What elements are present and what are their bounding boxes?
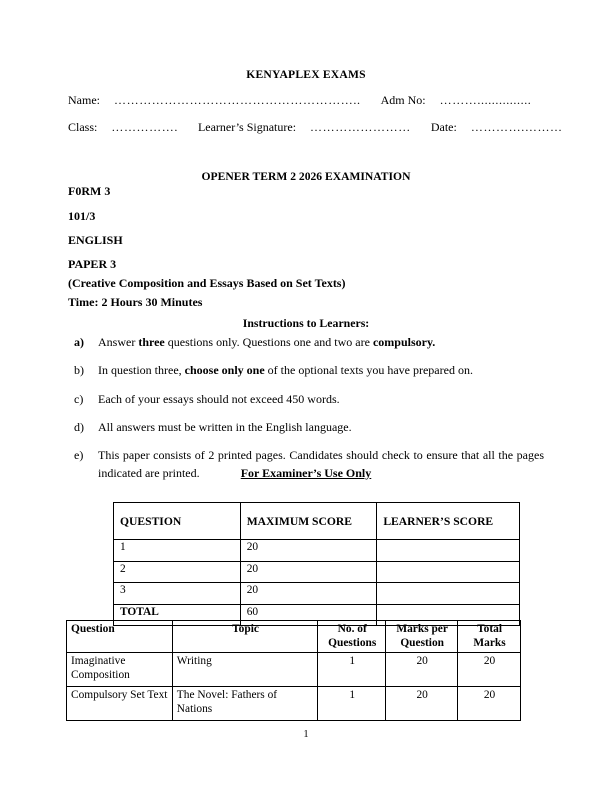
- class-signature-date-line: [68, 120, 563, 135]
- table-row: [67, 687, 521, 721]
- instruction-item: [74, 334, 544, 352]
- admission-dots: ………...............: [439, 93, 532, 107]
- date-dots: ………….………: [470, 120, 563, 134]
- instruction-text: choose only one: [184, 363, 265, 378]
- instruction-marker: d): [74, 419, 84, 434]
- table-row: [114, 583, 520, 605]
- form-label: F0RM 3: [68, 184, 111, 198]
- breakdown-total-marks-2: 20: [458, 687, 521, 721]
- score-header-maximum: MAXIMUM SCORE: [240, 503, 377, 540]
- table-row: [114, 561, 520, 583]
- signature-dots: ……………………: [310, 120, 411, 134]
- score-header-question: QUESTION: [114, 503, 241, 540]
- score-total-label: TOTAL: [114, 604, 241, 626]
- score-learner-3[interactable]: [377, 583, 520, 605]
- breakdown-marks-per-question-1: 20: [386, 653, 458, 687]
- subject-label: ENGLISH: [68, 233, 123, 247]
- admission-label: Adm No:: [380, 93, 426, 107]
- instruction-marker: c): [74, 391, 84, 406]
- instruction-text: In question three,: [98, 363, 185, 378]
- instruction-marker: a): [74, 335, 84, 349]
- page-number: 1: [303, 729, 309, 740]
- instruction-marker: e): [74, 448, 84, 462]
- instructions-title: Instructions to Learners:: [242, 316, 370, 330]
- breakdown-question-2: Compulsory Set Text: [67, 687, 173, 721]
- score-maximum-3: 20: [240, 583, 377, 605]
- score-learner-1[interactable]: [377, 540, 520, 562]
- class-label: Class:: [68, 120, 98, 134]
- instruction-item: [74, 391, 544, 409]
- score-table-header-row: [114, 503, 520, 540]
- breakdown-header-row: [67, 621, 521, 653]
- examiner-use-heading: [0, 466, 612, 481]
- instruction-text: Answer: [98, 335, 139, 349]
- time-allowed: Time: 2 Hours 30 Minutes: [68, 295, 203, 309]
- class-dots: …………….: [111, 120, 178, 134]
- instruction-item: [74, 362, 544, 380]
- score-maximum-1: 20: [240, 540, 377, 562]
- breakdown-total-marks-1: 20: [458, 653, 521, 687]
- table-row: [114, 540, 520, 562]
- breakdown-no-questions-1: 1: [318, 653, 386, 687]
- instruction-text: Each of your essays should not exceed 450 words.: [98, 391, 340, 406]
- breakdown-header-question: Question: [67, 621, 173, 653]
- score-total-maximum: 60: [240, 604, 377, 626]
- score-question-2: 2: [114, 561, 241, 583]
- instruction-text: This paper consists of 2 printed pages. Candidates should check to ensure that all the pages indicated are printed.: [98, 448, 544, 480]
- name-admission-line: [68, 93, 544, 108]
- breakdown-header-marks-per-question: Marks per Question: [386, 621, 458, 653]
- score-maximum-2: 20: [240, 561, 377, 583]
- score-summary-table: [113, 502, 520, 626]
- breakdown-topic-1: Writing: [172, 653, 317, 687]
- score-question-3: 3: [114, 583, 241, 605]
- table-row: [67, 653, 521, 687]
- examination-title: OPENER TERM 2 2026 EXAMINATION: [201, 170, 411, 183]
- instruction-text: compulsory.: [372, 335, 436, 349]
- breakdown-header-no-questions: No. of Questions: [318, 621, 386, 653]
- instruction-item: [74, 419, 544, 437]
- score-learner-2[interactable]: [377, 561, 520, 583]
- name-label: Name:: [68, 93, 100, 107]
- breakdown-marks-per-question-2: 20: [386, 687, 458, 721]
- paper-code: 101/3: [68, 209, 96, 223]
- breakdown-header-total-marks: Total Marks: [458, 621, 521, 653]
- paper-description: (Creative Composition and Essays Based on Set Texts): [68, 276, 346, 290]
- score-header-learner: LEARNER’S SCORE: [377, 503, 520, 540]
- breakdown-header-topic: Topic: [172, 621, 317, 653]
- question-breakdown-table: [66, 620, 521, 721]
- instruction-text: of the optional texts you have prepared on.: [264, 363, 473, 378]
- name-dots: …………………………………………………..: [114, 93, 361, 107]
- instruction-text: three: [138, 335, 165, 349]
- paper-number: PAPER 3: [68, 257, 117, 271]
- signature-label: Learner’s Signature:: [197, 120, 297, 134]
- date-label: Date:: [430, 120, 457, 134]
- school-title: KENYAPLEX EXAMS: [246, 68, 366, 81]
- breakdown-topic-2: The Novel: Fathers of Nations: [172, 687, 317, 721]
- breakdown-no-questions-2: 1: [318, 687, 386, 721]
- score-question-1: 1: [114, 540, 241, 562]
- instruction-text: All answers must be written in the English language.: [98, 419, 352, 434]
- breakdown-question-1: Imaginative Composition: [67, 653, 173, 687]
- instruction-marker: b): [74, 363, 84, 378]
- examiner-use-heading-text: For Examiner’s Use Only: [240, 466, 372, 480]
- instruction-text: questions only. Questions one and two are: [164, 335, 373, 349]
